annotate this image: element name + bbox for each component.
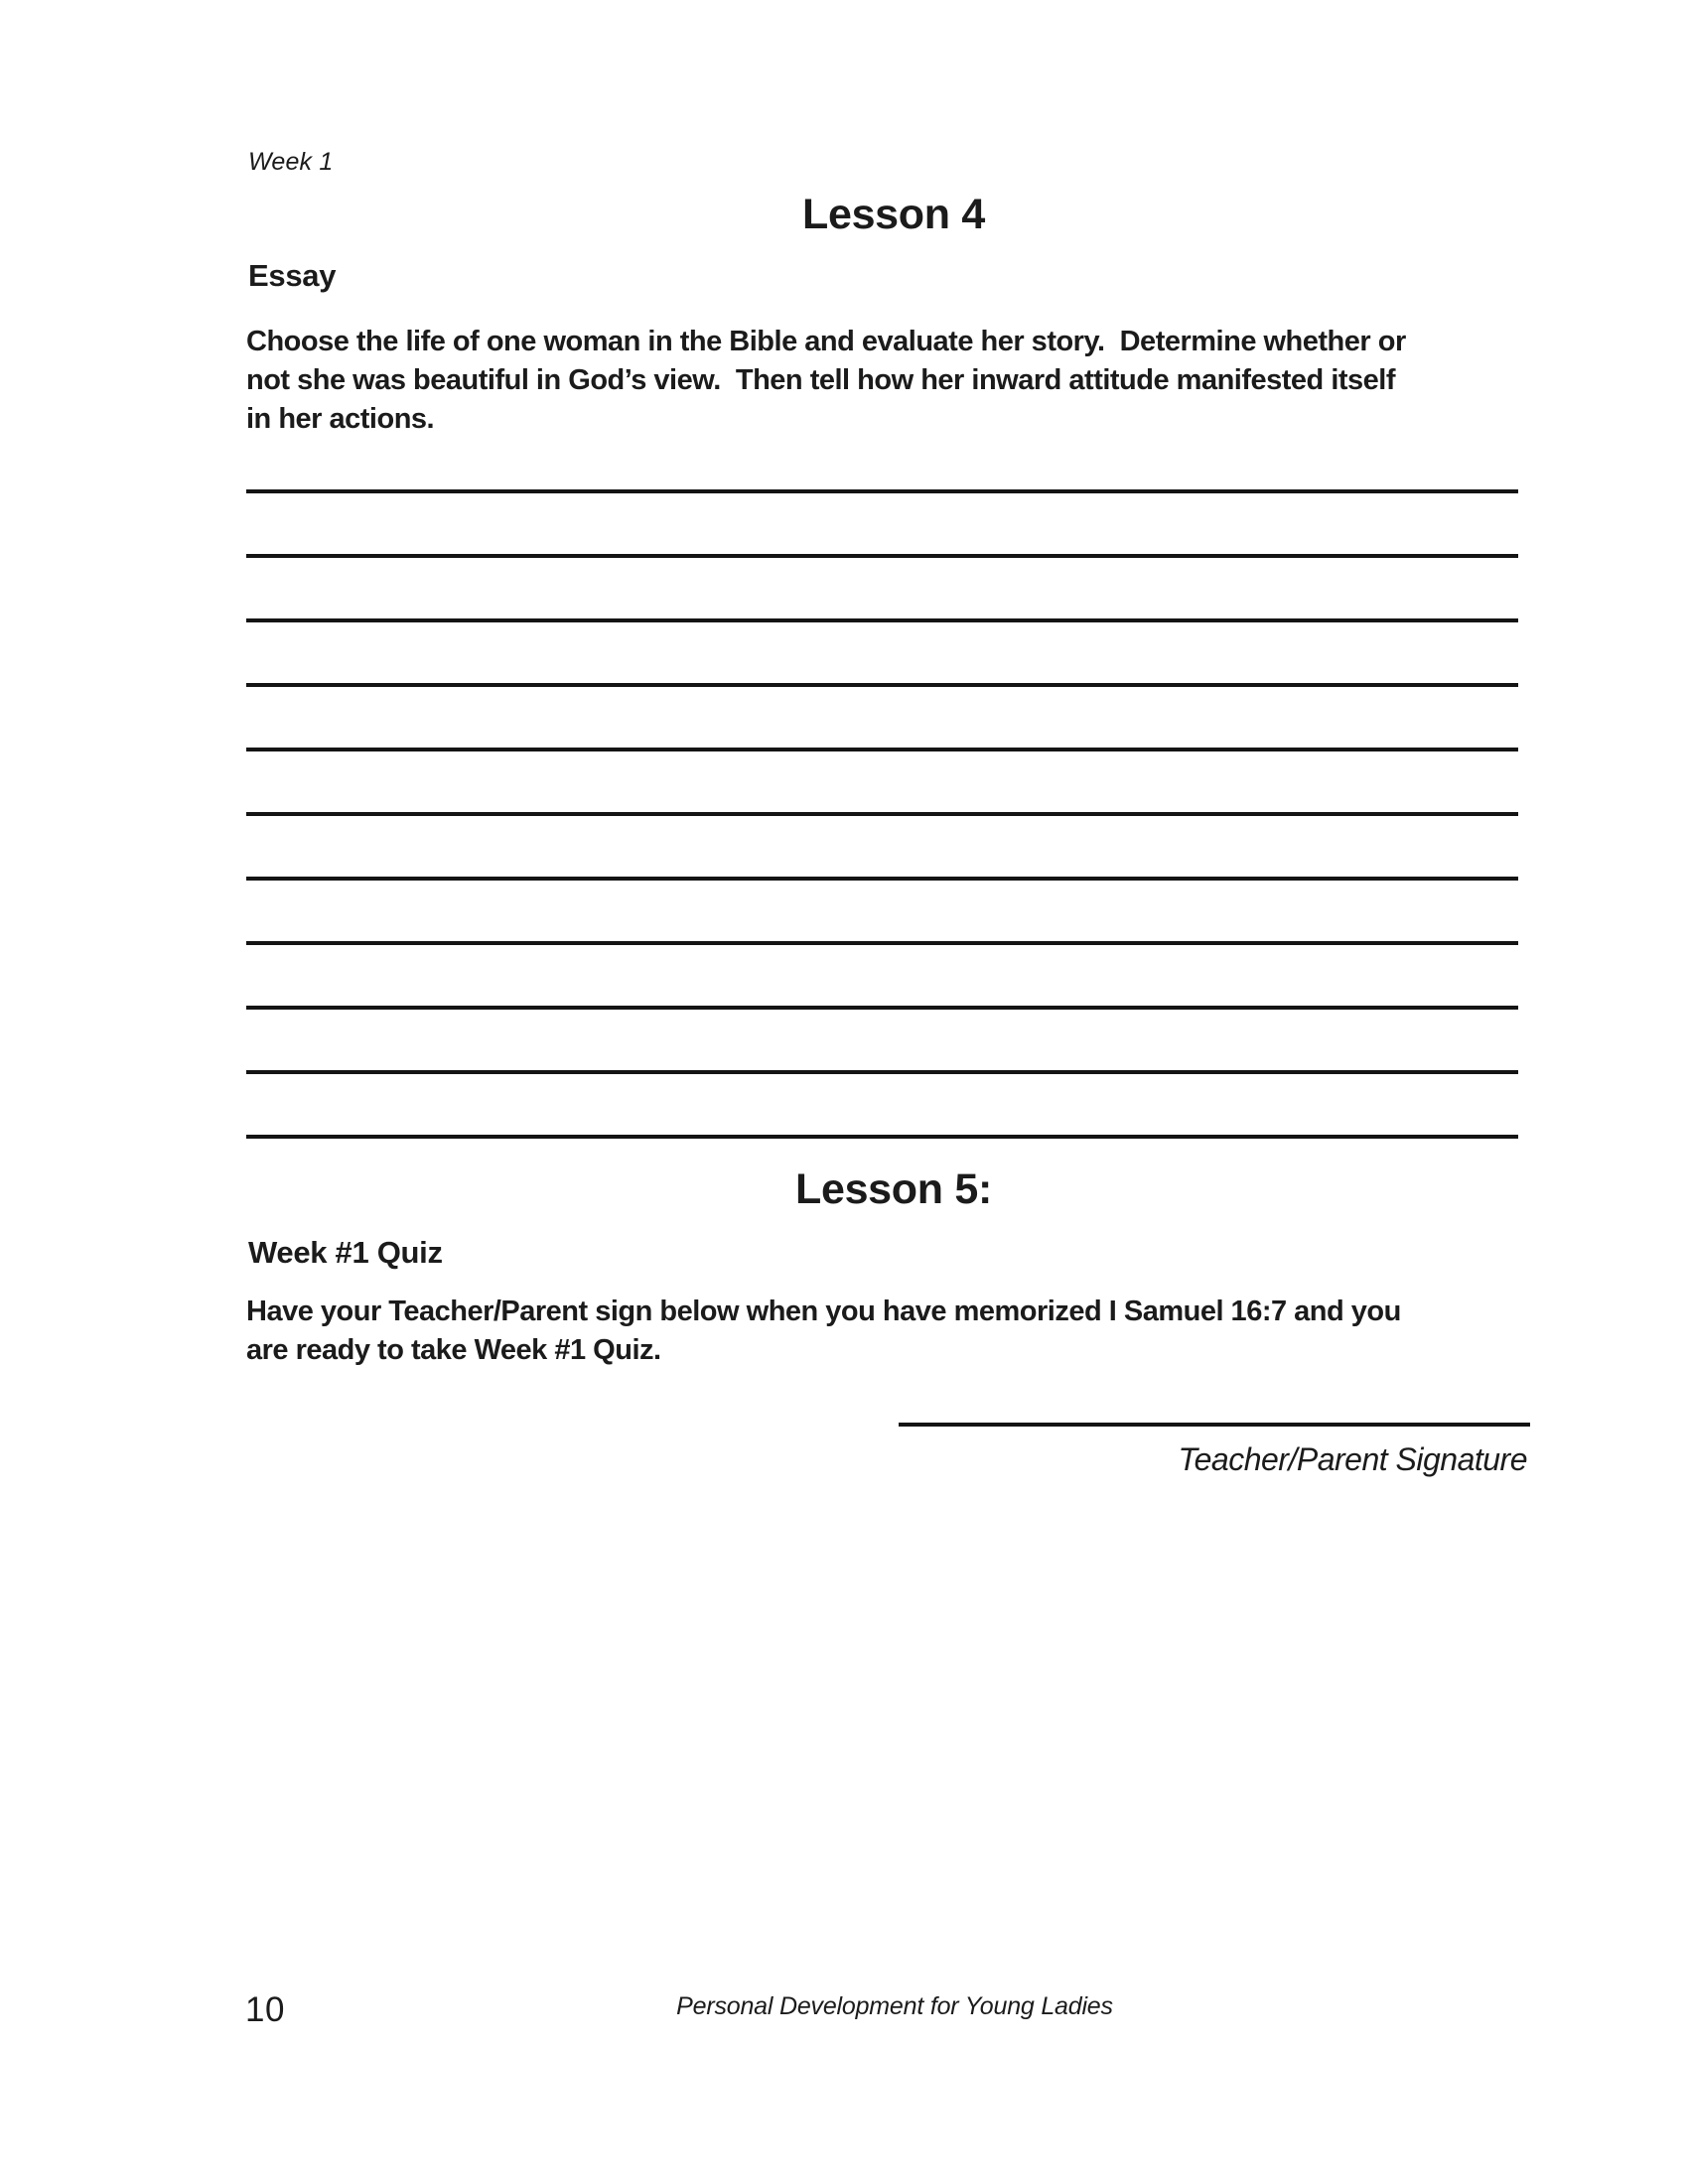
quiz-section-heading: Week #1 Quiz	[248, 1235, 443, 1270]
paragraph-line: not she was beautiful in God’s view. Then tell how her inward attitude manifested itself	[246, 364, 1396, 396]
signature-line-label: Teacher/Parent Signature	[1178, 1441, 1527, 1477]
paragraph-line: Have your Teacher/Parent sign below when you have memorized I Samuel 16:7 and you	[246, 1296, 1401, 1327]
footer-page-number: 10	[245, 1990, 285, 2029]
essay-prompt-paragraph	[246, 323, 1577, 439]
ruled-writing-line	[246, 618, 1518, 622]
week-label: Week 1	[248, 148, 334, 176]
paragraph-line: Choose the life of one woman in the Bible and evaluate her story. Determine whether or	[246, 326, 1406, 357]
footer-book-title: Personal Development for Young Ladies	[676, 1992, 1113, 2020]
essay-section-heading: Essay	[248, 258, 337, 293]
paragraph-line: are ready to take Week #1 Quiz.	[246, 1334, 661, 1366]
ruled-writing-line	[246, 812, 1518, 816]
paragraph-line: in her actions.	[246, 403, 435, 435]
ruled-writing-line	[246, 1006, 1518, 1010]
lesson-5-title: Lesson 5:	[794, 1165, 993, 1213]
ruled-writing-line	[246, 877, 1518, 881]
ruled-writing-line	[246, 941, 1518, 945]
ruled-writing-line	[246, 683, 1518, 687]
essay-writing-lines-area	[246, 489, 1518, 1141]
ruled-writing-line	[246, 489, 1518, 493]
ruled-writing-line	[246, 748, 1518, 751]
ruled-writing-line	[246, 1135, 1518, 1139]
ruled-writing-line	[246, 554, 1518, 558]
lesson-4-title: Lesson 4	[801, 191, 985, 238]
ruled-writing-line	[246, 1070, 1518, 1074]
teacher-parent-signature-line	[899, 1423, 1530, 1427]
quiz-instruction-paragraph	[246, 1293, 1577, 1370]
